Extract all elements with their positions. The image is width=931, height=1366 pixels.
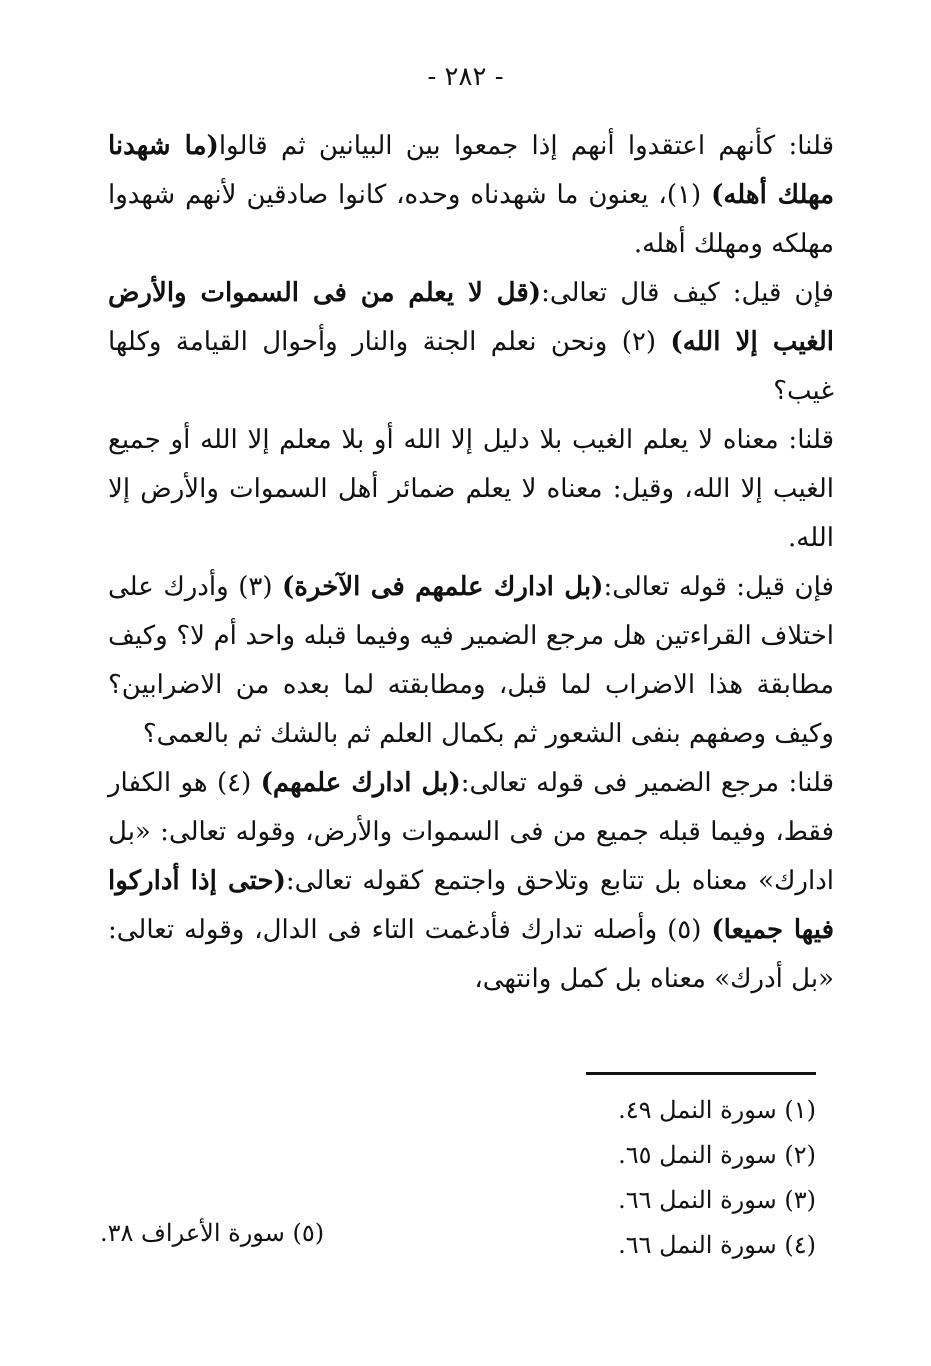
paragraph-1-lead: قلنا: كأنهم اعتقدوا أنهم إذا جمعوا بين البيانين ثم قالوا [218, 131, 835, 161]
paragraph-2-quran-quote: (قل لا يعلم من فى السموات والأرض الغيب إلا الله) [108, 278, 834, 357]
paragraph-5 [108, 759, 834, 1004]
footnote-1: (١) سورة النمل ٤٩. [618, 1096, 816, 1124]
footnote-3: (٣) سورة النمل ٦٦. [618, 1186, 816, 1214]
paragraph-2-lead: فإن قيل: كيف قال تعالى: [541, 278, 834, 308]
footnote-divider [586, 1072, 816, 1075]
page-number: - ٢٨٢ - [427, 62, 504, 92]
paragraph-5-lead: قلنا: مرجع الضمير فى قوله تعالى: [460, 768, 835, 798]
paragraph-4 [108, 563, 834, 759]
paragraph-5-quran-quote-2: (حتى إذا أداركوا فيها جميعا) [108, 866, 835, 945]
paragraph-2-text: (٢) ونحن نعلم الجنة والنار وأحوال القيامة وكلها غيب؟ [108, 327, 834, 406]
footnote-2: (٢) سورة النمل ٦٥. [618, 1141, 816, 1169]
footnote-4: (٤) سورة النمل ٦٦. [618, 1231, 816, 1259]
paragraph-4-quran-quote: (بل ادارك علمهم فى الآخرة) [282, 572, 604, 602]
paragraph-4-lead: فإن قيل: قوله تعالى: [603, 572, 834, 602]
paragraph-3-lead: قلنا: معناه لا يعلم الغيب بلا دليل إلا الله أو بلا معلم إلا الله أو جميع الغيب إلا الله، وقيل: معناه لا يعلم ضمائر أهل السموات والأرض إلا الله. [108, 425, 834, 553]
paragraph-1-quran-quote: (ما شهدنا مهلك أهله) [108, 131, 835, 210]
paragraph-4-text: (٣) وأدرك على اختلاف القراءتين هل مرجع الضمير فيه وفيما قبله واحد أم لا؟ وكيف مطابقة هذا الاضراب لما قبل، ومطابقته لما بعده من الاضرابين؟ وكيف وصفهم بنفى الشعور ثم بكمال العلم ثم بالشك ثم بالعمى؟ [108, 572, 834, 749]
paragraph-5-text: (٤) هو الكفار فقط، وفيما قبله جميع من فى السموات والأرض، وقوله تعالى: «بل ادارك» معناه بل تتابع وتلاحق واجتمع كقوله تعالى: [108, 768, 834, 896]
paragraph-2 [108, 269, 834, 416]
paragraph-1-text: (١)، يعنون ما شهدناه وحده، كانوا صادقين لأنهم شهدوا مهلكه ومهلك أهله. [108, 180, 834, 259]
paragraph-3 [108, 416, 834, 563]
paragraph-5-quran-quote: (بل ادارك علمهم) [260, 768, 461, 798]
main-text [108, 122, 834, 1004]
paragraph-1 [108, 122, 834, 269]
paragraph-5-text-2: (٥) وأصله تدارك فأدغمت التاء فى الدال، وقوله تعالى: «بل أدرك» معناه بل كمل وانتهى، [108, 915, 834, 994]
footnote-5: (٥) سورة الأعراف ٣٨. [100, 1219, 325, 1247]
